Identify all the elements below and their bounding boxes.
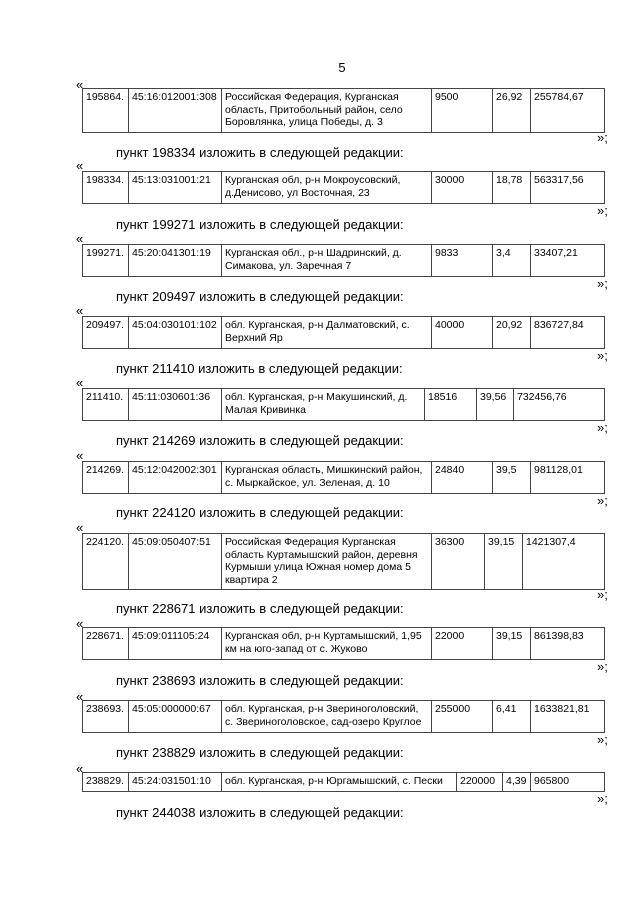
edit-instruction: пункт 238693 изложить в следующей редакции: — [116, 673, 404, 688]
closing-quote: »; — [597, 203, 608, 218]
row-number: 238693. — [83, 701, 129, 733]
cadastral-number: 45:09:050407:51 — [129, 534, 222, 590]
table-row — [82, 461, 605, 494]
row-number: 238829. — [83, 773, 129, 792]
row-number: 199271. — [83, 245, 129, 277]
table-row — [82, 244, 605, 277]
area: 40000 — [432, 317, 493, 349]
edit-instruction: пункт 198334 изложить в следующей редакции: — [116, 145, 404, 160]
rate: 20,92 — [493, 317, 531, 349]
rate: 26,92 — [493, 89, 531, 133]
closing-quote: »; — [597, 659, 608, 674]
address: Курганская обл, р-н Мокроусовский, д.Денисово, ул Восточная, 23 — [222, 172, 432, 204]
cadastral-number: 45:20:041301:19 — [129, 245, 222, 277]
cadastral-value: 1633821,81 — [531, 701, 605, 733]
cadastral-value: 836727,84 — [531, 317, 605, 349]
edit-instruction: пункт 199271 изложить в следующей редакции: — [116, 217, 404, 232]
cadastral-value: 563317,56 — [531, 172, 605, 204]
table-row — [82, 772, 605, 792]
closing-quote: »; — [597, 420, 608, 435]
address: Курганская обл, р-н Куртамышский, 1,95 км на юго-запад от с. Жуково — [222, 628, 432, 660]
cadastral-number: 45:04:030101:102 — [129, 317, 222, 349]
address: обл. Курганская, р-н Далматовский, с. Верхний Яр — [222, 317, 432, 349]
area: 18516 — [425, 389, 477, 421]
opening-quote: « — [76, 616, 84, 631]
edit-instruction: пункт 224120 изложить в следующей редакции: — [116, 505, 404, 520]
cadastral-number: 45:16:012001:308 — [129, 89, 222, 133]
cadastral-number: 45:09:011105:24 — [129, 628, 222, 660]
address: Российская Федерация, Курганская область, Притобольный район, село Боровлянка, улица Победы, д. 3 — [222, 89, 432, 133]
rate: 4,39 — [503, 773, 531, 792]
opening-quote: « — [76, 520, 84, 535]
cadastral-number: 45:12:042002:301 — [129, 462, 222, 494]
cadastral-value: 1421307,4 — [523, 534, 605, 590]
cadastral-number: 45:05:000000:67 — [129, 701, 222, 733]
opening-quote: « — [76, 761, 84, 776]
opening-quote: « — [76, 448, 84, 463]
row-number: 214269. — [83, 462, 129, 494]
rate: 39,56 — [477, 389, 514, 421]
row-number: 211410. — [83, 389, 129, 421]
rate: 39,15 — [485, 534, 523, 590]
area: 24840 — [432, 462, 493, 494]
area: 9833 — [432, 245, 493, 277]
cadastral-value: 33407,21 — [531, 245, 605, 277]
rate: 3,4 — [493, 245, 531, 277]
table-row — [82, 171, 605, 204]
row-number: 198334. — [83, 172, 129, 204]
table-row — [82, 388, 605, 421]
page-number: 5 — [338, 60, 346, 75]
area: 9500 — [432, 89, 493, 133]
closing-quote: »; — [597, 587, 608, 602]
area: 36300 — [432, 534, 485, 590]
closing-quote: »; — [597, 732, 608, 747]
closing-quote: »; — [597, 791, 608, 806]
rate: 39,5 — [493, 462, 531, 494]
address: Российская Федерация Курганская область Куртамышский район, деревня Курмыши улица Южная номер дома 5 квартира 2 — [222, 534, 432, 590]
cadastral-number: 45:24:031501:10 — [129, 773, 222, 792]
row-number: 209497. — [83, 317, 129, 349]
closing-quote: »; — [597, 348, 608, 363]
address: Курганская область, Мишкинский район, с. Мыркайское, ул. Зеленая, д. 10 — [222, 462, 432, 494]
edit-instruction: пункт 214269 изложить в следующей редакции: — [116, 433, 404, 448]
address: обл. Курганская, р-н Звериноголовский, с. Звериноголовское, сад-озеро Круглое — [222, 701, 432, 733]
area: 22000 — [432, 628, 493, 660]
rate: 6,41 — [493, 701, 531, 733]
closing-quote: »; — [597, 276, 608, 291]
table-row — [82, 627, 605, 660]
cadastral-number: 45:13:031001:21 — [129, 172, 222, 204]
edit-instruction: пункт 238829 изложить в следующей редакции: — [116, 745, 404, 760]
area: 30000 — [432, 172, 493, 204]
rate: 39,15 — [493, 628, 531, 660]
opening-quote: « — [76, 689, 84, 704]
cadastral-number: 45:11:030601:36 — [129, 389, 222, 421]
cadastral-value: 732456,76 — [514, 389, 605, 421]
edit-instruction: пункт 228671 изложить в следующей редакции: — [116, 601, 404, 616]
cadastral-value: 965800 — [531, 773, 605, 792]
cadastral-value: 255784,67 — [531, 89, 605, 133]
opening-quote: « — [76, 158, 84, 173]
edit-instruction: пункт 209497 изложить в следующей редакции: — [116, 289, 404, 304]
row-number: 228671. — [83, 628, 129, 660]
area: 255000 — [432, 701, 493, 733]
closing-quote: »; — [597, 130, 608, 145]
opening-quote: « — [76, 77, 84, 92]
opening-quote: « — [76, 375, 84, 390]
table-row — [82, 533, 605, 590]
edit-instruction: пункт 211410 изложить в следующей редакции: — [116, 361, 403, 376]
table-row — [82, 316, 605, 349]
closing-quote: »; — [597, 493, 608, 508]
table-row — [82, 88, 605, 133]
row-number: 224120. — [83, 534, 129, 590]
table-row — [82, 700, 605, 733]
opening-quote: « — [76, 303, 84, 318]
edit-instruction: пункт 244038 изложить в следующей редакции: — [116, 805, 404, 820]
opening-quote: « — [76, 231, 84, 246]
address: обл. Курганская, р-н Юргамышский, с. Пески — [222, 773, 457, 792]
address: Курганская обл., р-н Шадринский, д. Симакова, ул. Заречная 7 — [222, 245, 432, 277]
cadastral-value: 861398,83 — [531, 628, 605, 660]
cadastral-value: 981128,01 — [531, 462, 605, 494]
address: обл. Курганская, р-н Макушинский, д. Малая Кривинка — [222, 389, 425, 421]
row-number: 195864. — [83, 89, 129, 133]
rate: 18,78 — [493, 172, 531, 204]
area: 220000 — [457, 773, 503, 792]
